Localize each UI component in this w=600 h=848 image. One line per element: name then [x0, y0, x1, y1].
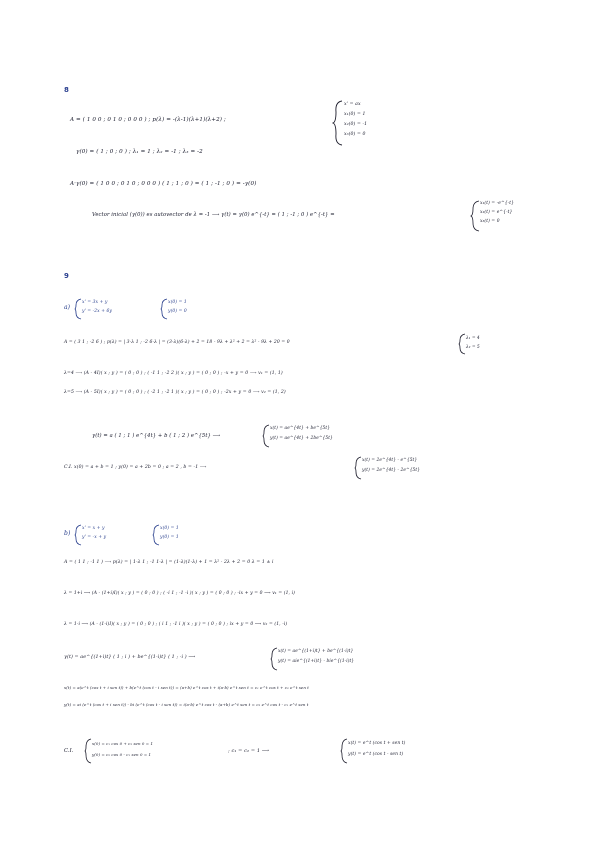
eigenvector-line: λ = 1+i ⟶ (A - (1+i)I)( x ; y ) = ( 0 ; 0 ) ; ( -i 1 ; -1 -i )( x ; y ) = ( 0 ; 0 ) ; -ix + y = 0 ⟶ v₁ = (1, i)	[64, 591, 296, 596]
problem-number: 8	[64, 86, 69, 94]
system-line: x' = x + y	[82, 526, 105, 531]
system-brace	[74, 524, 82, 546]
matrix-definition: A = ( 1 0 0 ; 0 1 0 ; 0 0 0 ) ; p(λ) = -(λ-1)(λ+1)(λ+2) ;	[70, 117, 226, 123]
initial-condition: y(0) = 1	[160, 535, 179, 540]
solution-brace	[470, 200, 480, 232]
general-brace	[270, 647, 278, 671]
eigen-brace	[458, 333, 466, 355]
system-line: x₂(0) = -1	[344, 122, 368, 127]
general-line: x(t) = ae^{4t} + be^{5t}	[270, 426, 331, 431]
ci-brace	[84, 738, 92, 764]
general-brace	[262, 424, 270, 448]
constants-line: ; c₁ = c₂ = 1 ⟶	[228, 748, 270, 754]
system-line: x₃(0) = 0	[344, 132, 366, 137]
matrix-times-vector: A·γ(0) = ( 1 0 0 ; 0 1 0 ; 0 0 0 ) ( 1 ; 1 ; 0 ) = ( 1 ; -1 ; 0 ) = -γ(0)	[70, 181, 257, 187]
solution-line: x₁(t) = -e^{-t}	[480, 201, 514, 206]
characteristic-polynomial: A = ( 1 1 ; -1 1 ) ⟶ p(λ) = | 1-λ 1 ; -1 1-λ | = (1-λ)(1-λ) + 1 = λ² - 2λ + 2 = 0 λ = 1 ± i	[64, 560, 274, 565]
solution-brace	[340, 738, 348, 764]
ci-line: y(0) = c₂ cos 0 - c₁ sen 0 = 1	[92, 752, 152, 757]
real-form-line: x(t) = a(e^t (cos t + i sen t)) + b(e^t (cos t - i sen t)) = (a+b) e^t cos t + i(a-b) e^t sen t = c₁ e^t cos t + c₂ e^t sen t	[64, 685, 309, 690]
general-solution: γ(t) = a ( 1 ; 1 ) e^{4t} + b ( 1 ; 2 ) e^{5t} ⟶	[92, 433, 221, 439]
initial-condition: y(0) = 0	[168, 309, 187, 314]
solution-line: x(t) = e^t (cos t + sen t)	[348, 741, 406, 746]
real-form-line: y(t) = ai (e^t (cos t + i sen t)) - bi (e^t (cos t - i sen t)) = i(a-b) e^t cos t - (a+b) e^t sen t = c₂ e^t cos t - c₁ e^t sen t	[64, 702, 309, 707]
system-brace	[74, 298, 82, 320]
eigenvector-line: λ=5 ⟶ (A - 5I)( x ; y ) = ( 0 ; 0 ) ; ( -2 1 ; -2 1 )( x ; y ) = ( 0 ; 0 ) ; -2x + y = 0 ⟶ v₂ = (1, 2)	[64, 390, 286, 395]
initial-brace	[152, 524, 160, 546]
system-brace	[332, 100, 344, 146]
initial-brace	[160, 298, 168, 320]
solution-brace	[354, 456, 362, 480]
general-line: y(t) = aie^{(1+i)t} - bie^{(1-i)t}	[278, 659, 355, 664]
eigenvector-conclusion: Vector inicial (γ(0)) es autovector de λ = -1 ⟶ γ(t) = γ(0) e^{-t} = ( 1 ; -1 ; 0 ) e^{-t} =	[92, 212, 335, 218]
eigenvector-line: λ = 1-i ⟶ (A - (1-i)I)( x ; y ) = ( 0 ; 0 ) ; ( i 1 ; -1 i )( x ; y ) = ( 0 ; 0 ) ; ix + y = 0 ⟶ v₂ = (1, -i)	[64, 622, 288, 627]
part-label: b)	[64, 530, 71, 537]
solution-line: x(t) = 2e^{4t} - e^{5t}	[362, 458, 418, 463]
initial-vector-and-eigenvalues: γ(0) = ( 1 ; 0 ; 0 ) ; λ₁ = 1 ; λ₂ = -1 ; λ₃ = -2	[76, 149, 203, 155]
part-label: a)	[64, 304, 71, 311]
eigenvector-line: λ=4 ⟶ (A - 4I)( x ; y ) = ( 0 ; 0 ) ; ( -1 1 ; -2 2 )( x ; y ) = ( 0 ; 0 ) ; -x + y = 0 ⟶ v₁ = (1, 1)	[64, 371, 283, 376]
ci-line: x(0) = c₁ cos 0 + c₂ sen 0 = 1	[92, 741, 154, 746]
solution-line: x₂(t) = e^{-t}	[480, 210, 513, 215]
system-line: x' = 3x + y	[82, 300, 108, 305]
general-solution: γ(t) = ae^{(1+i)t} ( 1 ; i ) + be^{(1-i)t} ( 1 ; -i ) ⟶	[64, 655, 196, 660]
problem-number: 9	[64, 272, 69, 280]
initial-condition: x(0) = 1	[160, 526, 179, 531]
initial-conditions-line: C.I. x(0) = a + b = 1 ; y(0) = a + 2b = 0 ; a = 2 , b = -1 ⟶	[64, 465, 207, 470]
characteristic-polynomial: A = ( 3 1 ; -2 6 ) ; p(λ) = | 3-λ 1 ; -2 6-λ | = (3-λ)(6-λ) + 2 = 18 - 9λ + λ² + 2 = λ² - 9λ + 20 = 0	[64, 340, 290, 345]
system-line: x₁(0) = 1	[344, 112, 366, 117]
general-line: x(t) = ae^{(1+i)t} + be^{(1-i)t}	[278, 649, 354, 654]
system-line: y' = -2x + 6y	[82, 309, 112, 314]
system-line: y' = -x + y	[82, 535, 107, 540]
eigenvalue: λ₂ = 5	[466, 344, 480, 349]
initial-condition: x(0) = 1	[168, 300, 187, 305]
general-line: y(t) = ae^{4t} + 2be^{5t}	[270, 436, 333, 441]
ci-label: C.I.	[64, 748, 74, 754]
system-line: x' = ax	[344, 102, 361, 107]
solution-line: x₃(t) = 0	[480, 219, 500, 224]
eigenvalue: λ₁ = 4	[466, 335, 480, 340]
solution-line: y(t) = e^t (cos t - sen t)	[348, 752, 404, 757]
solution-line: y(t) = 2e^{4t} - 2e^{5t}	[362, 468, 421, 473]
